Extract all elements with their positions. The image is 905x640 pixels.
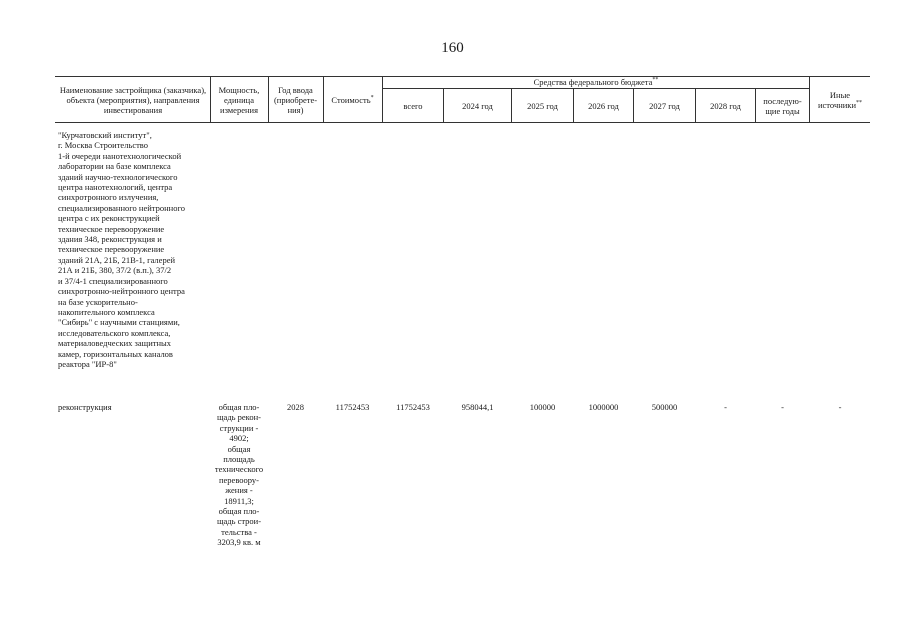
y2026-cell: 1000000 xyxy=(588,402,619,412)
y2024-cell: 958044,1 xyxy=(461,402,494,412)
header-2028: 2028 год xyxy=(710,100,741,111)
header-bottom-border xyxy=(55,122,870,123)
year-cell: 2028 xyxy=(287,402,304,412)
header-2025: 2025 год xyxy=(527,100,558,111)
header-year: Год ввода (приобрете-ния) xyxy=(273,84,318,115)
header-2027: 2027 год xyxy=(649,100,680,111)
header-capacity: Мощность, единица измерения xyxy=(218,84,260,115)
page-number: 160 xyxy=(441,40,464,56)
y2028-cell: - xyxy=(724,402,727,412)
y2027-cell: 500000 xyxy=(651,402,678,412)
header-federal-budget: Средства федерального бюджета** xyxy=(533,77,659,87)
header-2026: 2026 год xyxy=(588,100,619,111)
cost-cell: 11752453 xyxy=(335,402,370,412)
other-sources-cell: - xyxy=(838,402,842,412)
header-2024: 2024 год xyxy=(462,100,493,111)
following-years-cell: - xyxy=(781,402,784,412)
header-total: всего xyxy=(403,100,423,111)
header-other-sources: Иные источники** xyxy=(817,89,862,110)
direction-cell: реконструкция xyxy=(58,402,112,412)
y2025-cell: 100000 xyxy=(529,402,556,412)
capacity-cell: общая пло- щадь рекон- струкции - 4902; общая площадь технического перевоору- жения - 18911,3; общая пло- щадь строи- тельства - 3203,9 кв. м xyxy=(214,402,264,548)
total-cell: 11752453 xyxy=(396,402,430,412)
header-cost: Стоимость* xyxy=(331,94,374,105)
header-name: Наименование застройщика (заказчика), объекта (мероприятия), направления инвестирования xyxy=(59,84,207,115)
header-following-years: последую-щие годы xyxy=(763,95,802,116)
object-description: "Курчатовский институт", г. Москва Строительство 1-й очереди нанотехнологической лаборатории на базе комплекса зданий научно-технологического центра нанотехнологий, центра синхротронного излучения, специализированного нейтронного центра с их реконструкцией техническое перевооружение здания 348, реконструкция и техническое перевооружение зданий 21А, 21Б, 21В-1, галерей 21А и 21Б, 380, 37/2 (в.п.), 37/2 и 37/4-1 специализированного синхротронно-нейтронного центра на базе ускорительно- накопительного комплекса "Сибирь" с научными станциями, исследовательского комплекса, материаловедческих защитных камер, горизонтальных каналов реактора "ИР-8" xyxy=(58,130,185,369)
